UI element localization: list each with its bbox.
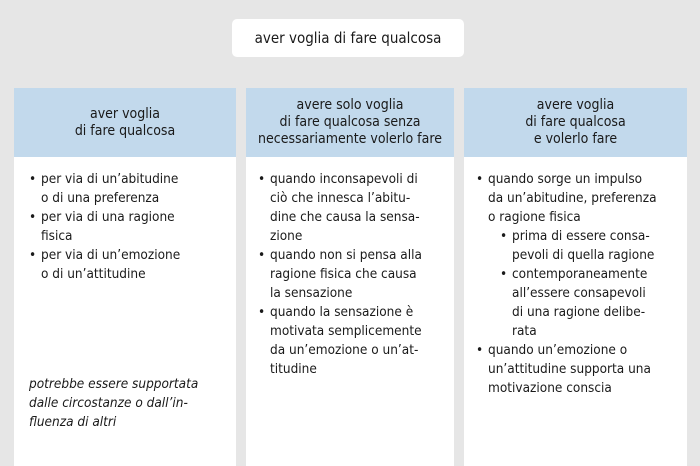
- list-item: • per via di un’emozione o di un’attitudine: [29, 246, 226, 284]
- list-item: • quando sorge un impulso da un’abitudine, preferenza o ragione fisica • prima di essere consa- pevoli di quella ragione • contemporaneamente all’essere consapevoli di una ragione delibe- rata: [476, 170, 681, 341]
- header-line: di fare qualcosa: [74, 122, 176, 139]
- sub-list-item: • contemporaneamente all’essere consapevoli di una ragione delibe- rata: [500, 265, 681, 341]
- header-line: di fare qualcosa: [525, 114, 626, 130]
- list-item: • quando la sensazione è motivata semplicemente da un’emozione o un’at- titudine: [258, 303, 448, 379]
- column-header-text: [75, 106, 175, 140]
- header-line: di fare qualcosa senza: [279, 114, 421, 130]
- column-note: potrebbe essere supportata dalle circostanze o dall’in- fluenza di altri: [29, 376, 199, 430]
- top-concept-label: aver voglia di fare qualcosa: [254, 29, 442, 47]
- column-body: [464, 157, 687, 398]
- column-want-and-will: [464, 88, 687, 466]
- list-item: • quando inconsapevoli di ciò che innesca l’abitu- dine che causa la sensa- zione: [258, 170, 448, 246]
- header-line: aver voglia: [90, 105, 160, 122]
- header-line: avere voglia: [536, 97, 615, 113]
- list-item: • per via di una ragione fisica: [29, 208, 226, 246]
- header-line: avere solo voglia: [296, 97, 404, 113]
- column-want: [14, 88, 236, 466]
- sub-list-item: • prima di essere consa- pevoli di quella ragione: [500, 227, 681, 265]
- bullet-list: [258, 170, 448, 379]
- column-body: [246, 157, 454, 379]
- top-concept-box: [232, 19, 464, 57]
- column-header-text: [258, 97, 442, 148]
- header-line: e volerlo fare: [533, 131, 618, 147]
- bullet-list: [476, 170, 681, 398]
- list-item: • quando un’emozione o un’attitudine supporta una motivazione conscia: [476, 341, 681, 398]
- header-line: necessariamente volerlo fare: [258, 131, 442, 147]
- column-header-text: [525, 97, 625, 148]
- column-header: [464, 88, 687, 157]
- column-body: [14, 157, 236, 284]
- column-header: [246, 88, 454, 157]
- column-header: [14, 88, 236, 157]
- bullet-list: [29, 170, 226, 284]
- sub-bullet-list: [500, 227, 681, 341]
- column-only-want: [246, 88, 454, 466]
- list-item: • per via di un’abitudine o di una preferenza: [29, 170, 226, 208]
- list-item: • quando non si pensa alla ragione fisica che causa la sensazione: [258, 246, 448, 303]
